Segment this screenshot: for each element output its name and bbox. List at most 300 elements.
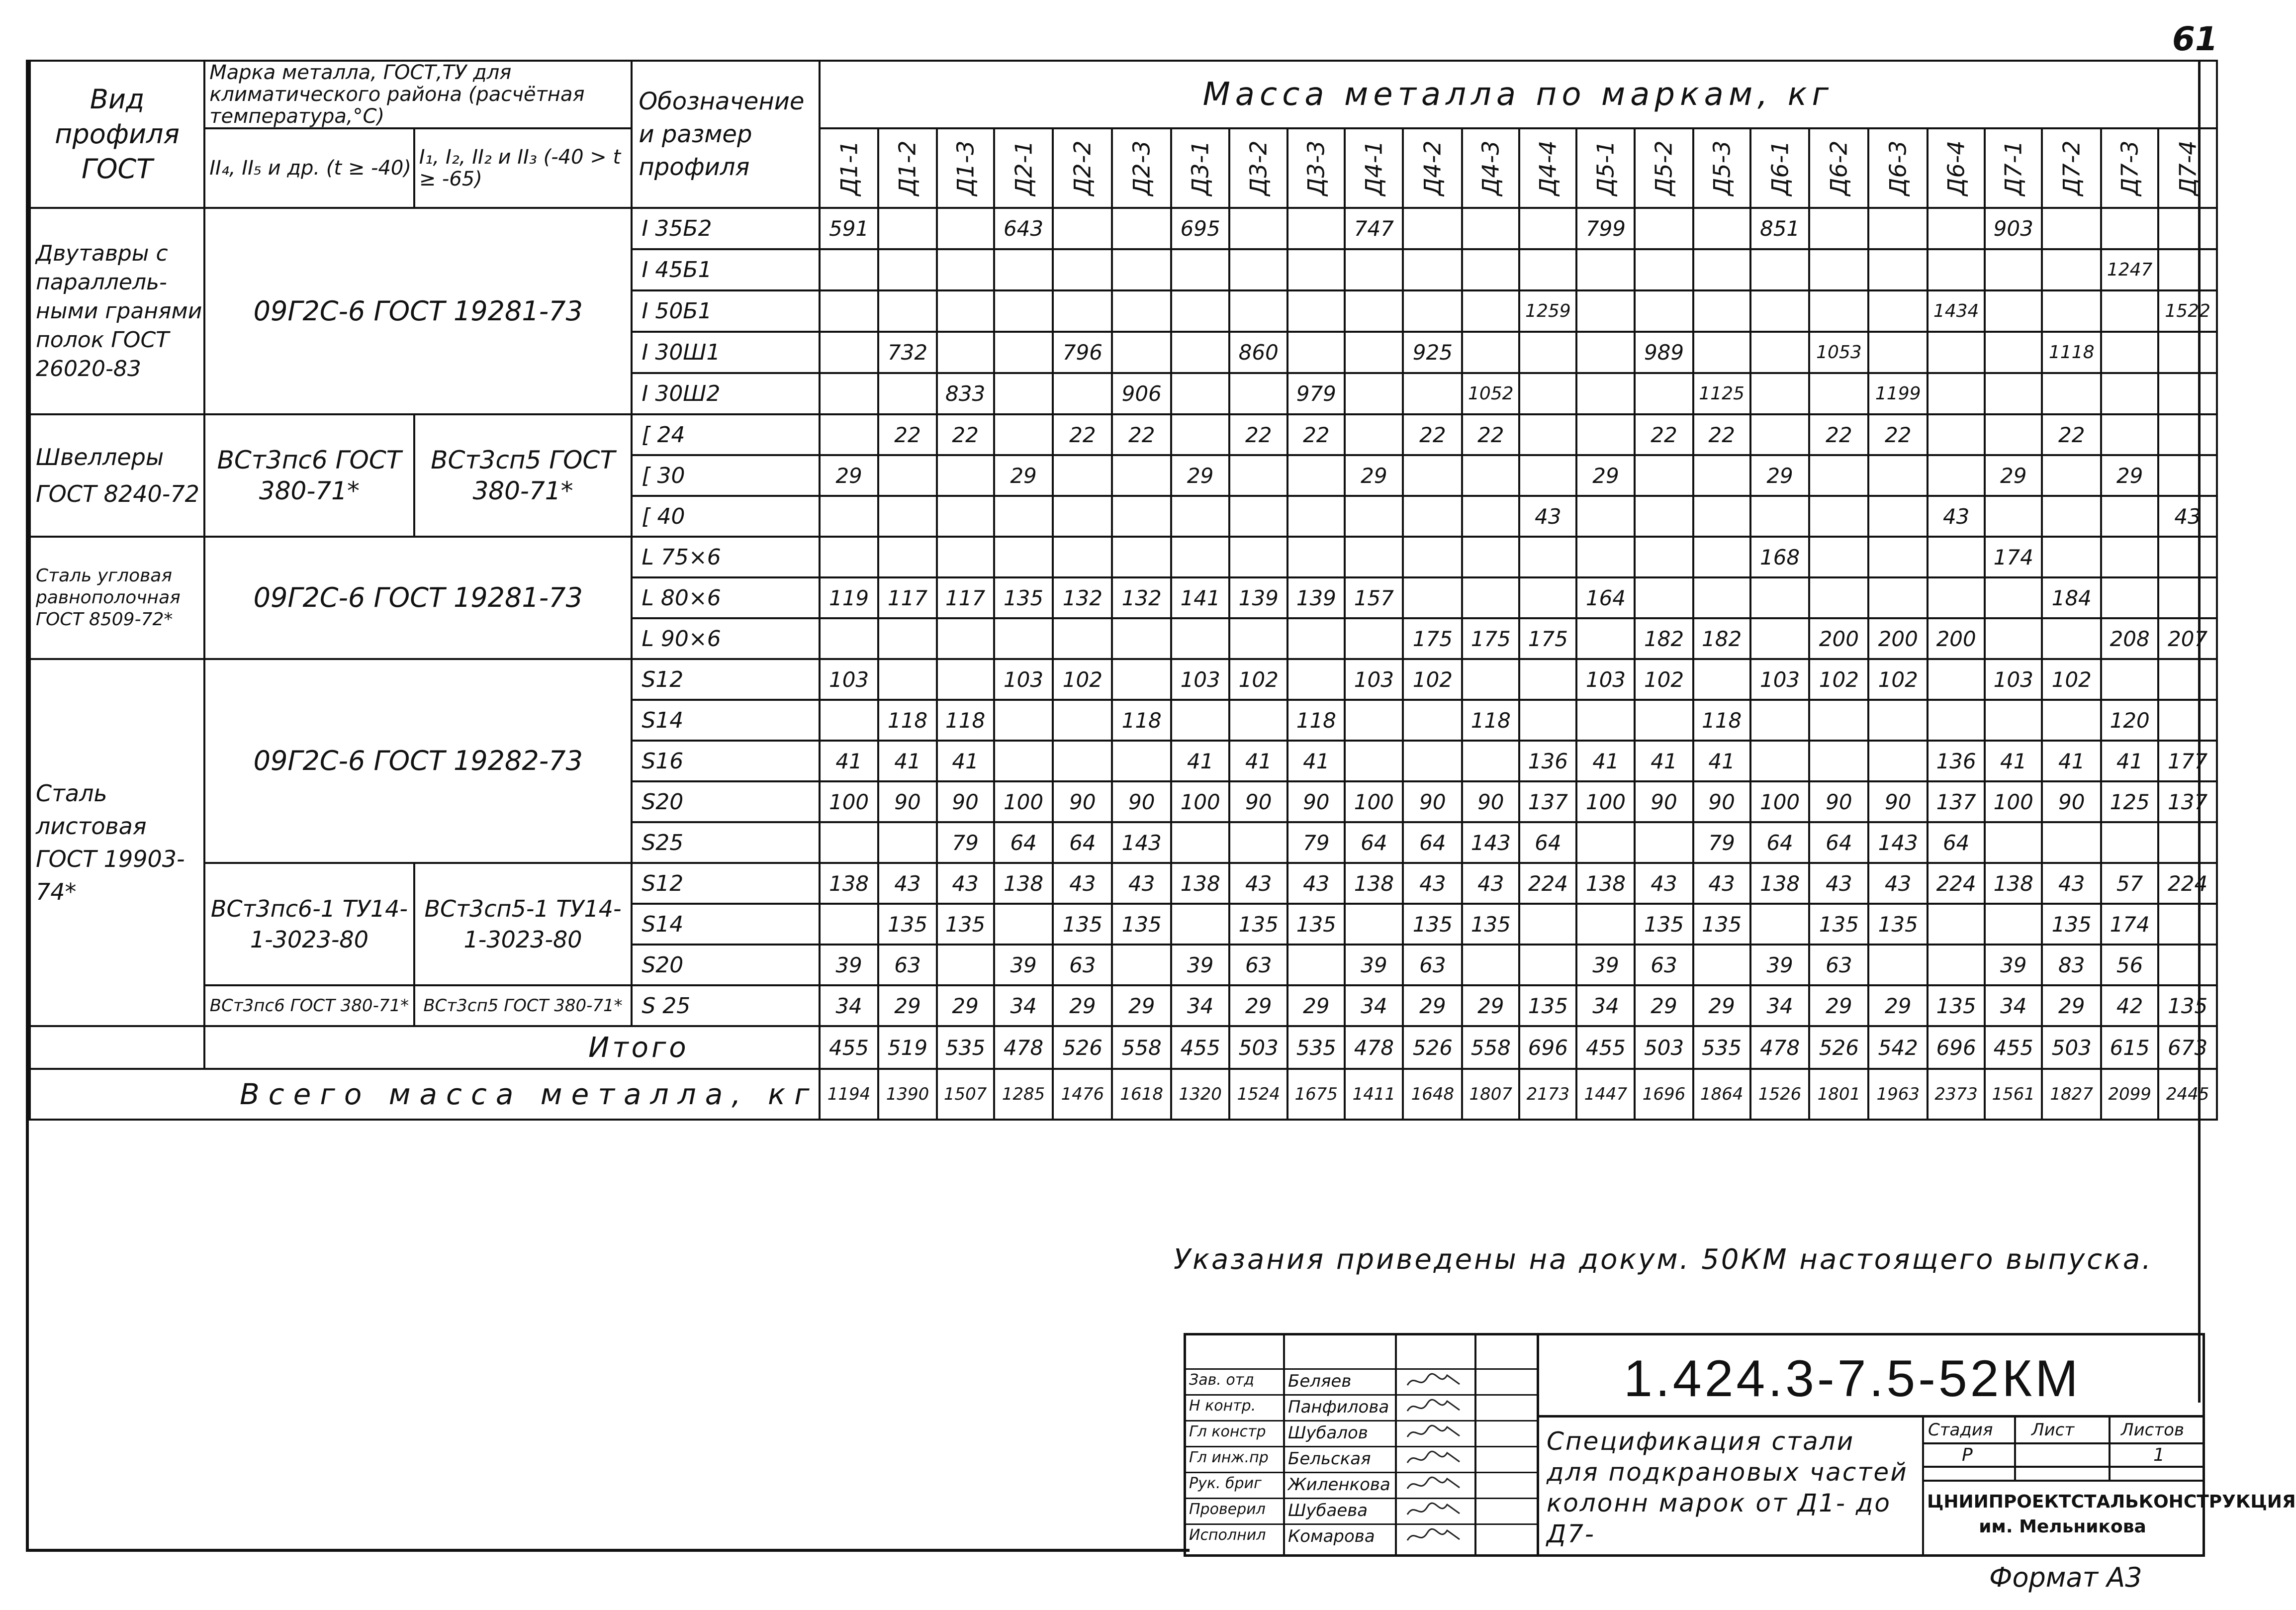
mass-cell <box>878 290 936 332</box>
mass-cell <box>1519 577 1576 618</box>
mass-cell: 1052 <box>1462 373 1519 414</box>
mass-cell <box>1519 904 1576 945</box>
mass-cell <box>1928 659 1985 700</box>
itogo-cell: 478 <box>994 1026 1053 1069</box>
mass-cell: 136 <box>1928 741 1985 781</box>
mass-cell: 29 <box>2101 455 2158 496</box>
mass-cell: 64 <box>1053 822 1112 863</box>
header-mark: Д3-1 <box>1171 128 1229 208</box>
mass-cell: 118 <box>1693 700 1750 741</box>
mass-cell <box>1345 414 1403 455</box>
mass-cell: 90 <box>1635 781 1693 822</box>
vsego-cell: 1801 <box>1809 1069 1868 1120</box>
mass-cell: 135 <box>1809 904 1868 945</box>
vsego-cell: 1618 <box>1112 1069 1171 1120</box>
mass-cell <box>820 618 879 659</box>
mass-cell <box>1693 249 1750 290</box>
mass-cell: 29 <box>1809 985 1868 1026</box>
vsego-cell: 1390 <box>878 1069 936 1120</box>
mass-cell <box>1809 208 1868 249</box>
mass-cell: 90 <box>1229 781 1287 822</box>
mass-cell: 138 <box>994 863 1053 904</box>
mass-cell: 119 <box>820 577 879 618</box>
mass-cell <box>1750 332 1810 373</box>
mass-cell: 29 <box>1287 985 1345 1026</box>
group-plates-grade: 09Г2С-6 ГОСТ 19282-73 <box>204 659 632 863</box>
mass-cell: 43 <box>1928 496 1985 537</box>
mass-cell <box>1287 455 1345 496</box>
mass-cell <box>1576 290 1635 332</box>
mass-cell <box>1693 455 1750 496</box>
signature-icon <box>1405 1525 1465 1551</box>
specification-table <box>29 60 2218 1121</box>
itogo-cell: 535 <box>1693 1026 1750 1069</box>
mass-cell: 102 <box>2042 659 2101 700</box>
mass-cell: 41 <box>2042 741 2101 781</box>
mass-cell <box>2101 822 2158 863</box>
mass-cell: 90 <box>878 781 936 822</box>
mass-cell <box>1403 455 1462 496</box>
vsego-cell: 1696 <box>1635 1069 1693 1120</box>
mass-cell <box>1750 904 1810 945</box>
mass-cell: 57 <box>2101 863 2158 904</box>
header-mark: Д5-2 <box>1635 128 1693 208</box>
signature-icon <box>1405 1396 1465 1422</box>
itogo-cell: 526 <box>1403 1026 1462 1069</box>
mass-cell: 138 <box>820 863 879 904</box>
mass-cell <box>1403 496 1462 537</box>
mass-cell <box>1171 904 1229 945</box>
mass-cell <box>1345 618 1403 659</box>
mass-cell: 29 <box>1693 985 1750 1026</box>
mass-cell <box>1693 332 1750 373</box>
staff-role: Исполнил <box>1189 1526 1266 1544</box>
mass-cell: 903 <box>1985 208 2042 249</box>
mass-cell: 1053 <box>1809 332 1868 373</box>
mass-cell <box>1693 659 1750 700</box>
mass-cell: 1522 <box>2158 290 2217 332</box>
mass-cell <box>1229 537 1287 577</box>
vsego-cell: 2373 <box>1928 1069 1985 1120</box>
table-row <box>30 414 2217 455</box>
mass-cell: 90 <box>1868 781 1928 822</box>
mass-cell: 43 <box>1462 863 1519 904</box>
mass-cell <box>2101 290 2158 332</box>
mass-cell: 135 <box>1635 904 1693 945</box>
mass-cell <box>1112 618 1171 659</box>
mass-cell <box>1053 208 1112 249</box>
mass-cell <box>2042 208 2101 249</box>
mass-cell: 43 <box>1403 863 1462 904</box>
mass-cell <box>2042 455 2101 496</box>
mass-cell: 79 <box>1693 822 1750 863</box>
mass-cell: 90 <box>1053 781 1112 822</box>
profile-designation: S12 <box>632 863 819 904</box>
mass-cell <box>1985 496 2042 537</box>
mass-cell <box>2158 945 2217 985</box>
mass-cell: 39 <box>1345 945 1403 985</box>
mass-cell: 90 <box>1403 781 1462 822</box>
mass-cell <box>1519 249 1576 290</box>
vsego-cell: 1411 <box>1345 1069 1403 1120</box>
mass-cell <box>2042 496 2101 537</box>
mass-cell: 34 <box>1576 985 1635 1026</box>
mass-cell: 22 <box>878 414 936 455</box>
mass-cell <box>878 659 936 700</box>
mass-cell: 138 <box>1171 863 1229 904</box>
mass-cell <box>820 414 879 455</box>
mass-cell: 90 <box>1462 781 1519 822</box>
mass-cell <box>1576 822 1635 863</box>
mass-cell: 39 <box>1576 945 1635 985</box>
mass-cell <box>1519 208 1576 249</box>
mass-cell <box>1750 373 1810 414</box>
mass-cell <box>1403 208 1462 249</box>
group-ibeams-type: Двутавры с параллель-ными гранями полок ГОСТ 26020-83 <box>30 208 204 414</box>
itogo-cell: 696 <box>1519 1026 1576 1069</box>
mass-cell <box>994 618 1053 659</box>
mass-cell: 103 <box>1345 659 1403 700</box>
mass-cell <box>1928 577 1985 618</box>
itogo-cell: 455 <box>1171 1026 1229 1069</box>
mass-cell: 135 <box>878 904 936 945</box>
mass-cell: 200 <box>1809 618 1868 659</box>
mass-cell: 34 <box>1985 985 2042 1026</box>
mass-cell: 22 <box>1229 414 1287 455</box>
mass-cell: 117 <box>937 577 994 618</box>
mass-cell <box>1112 741 1171 781</box>
itogo-cell: 526 <box>1809 1026 1868 1069</box>
mass-cell: 39 <box>1171 945 1229 985</box>
group-plates-type: Сталь листовая ГОСТ 19903-74* <box>30 659 204 1026</box>
mass-cell <box>2158 455 2217 496</box>
mass-cell <box>1171 414 1229 455</box>
page-number: 61 <box>2172 20 2218 58</box>
mass-cell: 43 <box>2158 496 2217 537</box>
itogo-cell: 542 <box>1868 1026 1928 1069</box>
mass-cell <box>878 208 936 249</box>
mass-cell <box>1112 659 1171 700</box>
mass-cell: 100 <box>1750 781 1810 822</box>
mass-cell <box>1928 208 1985 249</box>
mass-cell: 135 <box>1868 904 1928 945</box>
mass-cell <box>937 208 994 249</box>
mass-cell <box>937 618 994 659</box>
mass-cell: 143 <box>1868 822 1928 863</box>
mass-cell: 120 <box>2101 700 2158 741</box>
mass-cell <box>1985 700 2042 741</box>
itogo-cell: 478 <box>1750 1026 1810 1069</box>
mass-cell <box>937 249 994 290</box>
mass-cell <box>1809 741 1868 781</box>
mass-cell: 34 <box>994 985 1053 1026</box>
mass-cell <box>1053 373 1112 414</box>
mass-cell: 135 <box>937 904 994 945</box>
mass-cell: 224 <box>1519 863 1576 904</box>
mass-cell: 138 <box>1576 863 1635 904</box>
mass-cell: 182 <box>1635 618 1693 659</box>
group-plates-grade-2a: ВСт3пс6-1 ТУ14-1-3023-80 <box>204 863 414 985</box>
mass-cell <box>1750 700 1810 741</box>
mass-cell <box>1928 332 1985 373</box>
mass-cell <box>1171 496 1229 537</box>
mass-cell <box>1635 577 1693 618</box>
mass-cell: 34 <box>820 985 879 1026</box>
mass-cell: 1118 <box>2042 332 2101 373</box>
mass-cell <box>937 659 994 700</box>
vsego-cell: 2099 <box>2101 1069 2158 1120</box>
mass-cell: 100 <box>820 781 879 822</box>
mass-cell: 906 <box>1112 373 1171 414</box>
mass-cell <box>1985 577 2042 618</box>
mass-cell <box>1403 249 1462 290</box>
mass-cell <box>1112 455 1171 496</box>
mass-cell <box>1462 290 1519 332</box>
mass-cell: 103 <box>820 659 879 700</box>
mass-cell <box>2158 700 2217 741</box>
mass-cell: 64 <box>1928 822 1985 863</box>
staff-name: Комарова <box>1288 1526 1375 1546</box>
mass-cell <box>1868 700 1928 741</box>
mass-cell <box>1868 249 1928 290</box>
mass-cell <box>1345 373 1403 414</box>
mass-cell <box>1693 945 1750 985</box>
mass-cell: 103 <box>994 659 1053 700</box>
itogo-cell: 526 <box>1053 1026 1112 1069</box>
mass-cell <box>1635 249 1693 290</box>
mass-cell: 90 <box>1112 781 1171 822</box>
mass-cell <box>2158 822 2217 863</box>
mass-cell: 643 <box>994 208 1053 249</box>
vsego-cell: 1194 <box>820 1069 879 1120</box>
mass-cell <box>878 618 936 659</box>
sheets-label: Листов <box>2121 1420 2185 1440</box>
mass-cell: 138 <box>1985 863 2042 904</box>
itogo-label: Итого <box>204 1026 819 1069</box>
vsego-cell: 1807 <box>1462 1069 1519 1120</box>
mass-cell: 102 <box>1053 659 1112 700</box>
mass-cell: 41 <box>1287 741 1345 781</box>
mass-cell: 135 <box>1403 904 1462 945</box>
mass-cell <box>820 249 879 290</box>
mass-cell <box>1053 496 1112 537</box>
mass-cell: 102 <box>1868 659 1928 700</box>
mass-cell <box>1576 904 1635 945</box>
mass-cell <box>1868 945 1928 985</box>
mass-cell: 22 <box>1809 414 1868 455</box>
mass-cell <box>1287 208 1345 249</box>
mass-cell: 175 <box>1519 618 1576 659</box>
mass-cell <box>1868 455 1928 496</box>
mass-cell: 34 <box>1345 985 1403 1026</box>
mass-cell <box>1229 455 1287 496</box>
mass-cell <box>1985 904 2042 945</box>
mass-cell <box>937 332 994 373</box>
mass-cell <box>1345 332 1403 373</box>
vsego-row <box>30 1069 2217 1120</box>
header-mark: Д2-1 <box>994 128 1053 208</box>
mass-cell: 64 <box>1809 822 1868 863</box>
mass-cell: 100 <box>1171 781 1229 822</box>
mass-cell <box>1053 741 1112 781</box>
mass-cell <box>1229 822 1287 863</box>
mass-cell: 43 <box>2042 863 2101 904</box>
itogo-cell: 696 <box>1928 1026 1985 1069</box>
vsego-cell: 1827 <box>2042 1069 2101 1120</box>
header-mark: Д7-2 <box>2042 128 2101 208</box>
mass-cell <box>1053 700 1112 741</box>
profile-designation: [ 40 <box>632 496 819 537</box>
itogo-cell: 455 <box>1576 1026 1635 1069</box>
group-channels-type: Швеллеры ГОСТ 8240-72 <box>30 414 204 537</box>
mass-cell <box>1462 741 1519 781</box>
itogo-cell: 558 <box>1112 1026 1171 1069</box>
header-mark: Д3-2 <box>1229 128 1287 208</box>
itogo-cell: 535 <box>937 1026 994 1069</box>
itogo-cell: 519 <box>878 1026 936 1069</box>
header-mark: Д6-4 <box>1928 128 1985 208</box>
staff-role: Проверил <box>1189 1501 1266 1518</box>
mass-cell: 39 <box>1985 945 2042 985</box>
mass-cell <box>1229 249 1287 290</box>
mass-cell <box>820 290 879 332</box>
mass-cell <box>1519 332 1576 373</box>
profile-designation: I 45Б1 <box>632 249 819 290</box>
mass-cell <box>878 455 936 496</box>
profile-designation: S25 <box>632 822 819 863</box>
header-mark: Д4-1 <box>1345 128 1403 208</box>
mass-cell <box>1462 659 1519 700</box>
mass-cell: 138 <box>1750 863 1810 904</box>
mass-cell: 43 <box>1868 863 1928 904</box>
mass-cell: 135 <box>1053 904 1112 945</box>
mass-cell: 796 <box>1053 332 1112 373</box>
itogo-cell: 503 <box>2042 1026 2101 1069</box>
header-mass-title: Масса металла по маркам, кг <box>820 61 2217 128</box>
mass-cell <box>1985 373 2042 414</box>
signature-icon <box>1405 1370 1465 1396</box>
organization: ЦНИИПРОЕКТСТАЛЬКОНСТРУКЦИЯ им. Мельникова <box>1927 1492 2296 1537</box>
mass-cell: 139 <box>1287 577 1345 618</box>
mass-cell: 103 <box>1171 659 1229 700</box>
mass-cell: 41 <box>937 741 994 781</box>
mass-cell: 43 <box>1287 863 1345 904</box>
header-mark: Д3-3 <box>1287 128 1345 208</box>
mass-cell <box>1868 496 1928 537</box>
mass-cell <box>1868 577 1928 618</box>
mass-cell <box>2101 496 2158 537</box>
mass-cell: 43 <box>1693 863 1750 904</box>
mass-cell <box>820 700 879 741</box>
staff-role: Рук. бриг <box>1189 1475 1262 1492</box>
mass-cell <box>1809 577 1868 618</box>
mass-cell <box>1403 741 1462 781</box>
mass-cell: 138 <box>1345 863 1403 904</box>
mass-cell: 174 <box>1985 537 2042 577</box>
stage-label: Стадия <box>1928 1420 1993 1440</box>
mass-cell <box>2042 249 2101 290</box>
mass-cell: 1247 <box>2101 249 2158 290</box>
mass-cell <box>1809 496 1868 537</box>
mass-cell: 135 <box>1229 904 1287 945</box>
mass-cell <box>1112 332 1171 373</box>
mass-cell: 22 <box>1868 414 1928 455</box>
mass-cell <box>1462 945 1519 985</box>
group-plates-grade-2b: ВСт3сп5-1 ТУ14-1-3023-80 <box>414 863 632 985</box>
mass-cell: 833 <box>937 373 994 414</box>
document-title: Спецификация стали для подкрановых частей колонн марок от Д1- до Д7- <box>1547 1427 1908 1548</box>
mass-cell <box>1928 904 1985 945</box>
header-mark: Д1-3 <box>937 128 994 208</box>
mass-cell: 29 <box>1985 455 2042 496</box>
group-ibeams-grade: 09Г2С-6 ГОСТ 19281-73 <box>204 208 632 414</box>
mass-cell <box>1053 618 1112 659</box>
mass-cell <box>937 945 994 985</box>
itogo-cell: 478 <box>1345 1026 1403 1069</box>
mass-cell <box>1693 496 1750 537</box>
mass-cell <box>1229 290 1287 332</box>
mass-cell: 29 <box>1171 455 1229 496</box>
mass-cell <box>1287 618 1345 659</box>
itogo-cell: 455 <box>1985 1026 2042 1069</box>
mass-cell <box>1462 208 1519 249</box>
mass-cell <box>1345 537 1403 577</box>
mass-cell: 137 <box>1928 781 1985 822</box>
mass-cell: 90 <box>1287 781 1345 822</box>
mass-cell: 979 <box>1287 373 1345 414</box>
header-mark: Д4-4 <box>1519 128 1576 208</box>
mass-cell: 925 <box>1403 332 1462 373</box>
profile-designation: S16 <box>632 741 819 781</box>
mass-cell <box>1928 537 1985 577</box>
mass-cell <box>1287 659 1345 700</box>
mass-cell <box>1519 700 1576 741</box>
mass-cell: 43 <box>1229 863 1287 904</box>
mass-cell <box>1750 290 1810 332</box>
mass-cell <box>1171 618 1229 659</box>
mass-cell: 63 <box>1229 945 1287 985</box>
mass-cell: 41 <box>1693 741 1750 781</box>
mass-cell: 132 <box>1053 577 1112 618</box>
mass-cell <box>1171 332 1229 373</box>
mass-cell <box>1462 455 1519 496</box>
mass-cell: 29 <box>1229 985 1287 1026</box>
table-row <box>30 985 2217 1026</box>
mass-cell <box>820 537 879 577</box>
mass-cell: 41 <box>2101 741 2158 781</box>
mass-cell <box>1112 496 1171 537</box>
mass-cell: 103 <box>1576 659 1635 700</box>
mass-cell <box>1403 537 1462 577</box>
mass-cell <box>1576 249 1635 290</box>
mass-cell <box>994 904 1053 945</box>
header-mark: Д6-3 <box>1868 128 1928 208</box>
mass-cell <box>878 249 936 290</box>
mass-cell: 182 <box>1693 618 1750 659</box>
mass-cell <box>1519 455 1576 496</box>
mass-cell <box>1809 249 1868 290</box>
mass-cell: 100 <box>1576 781 1635 822</box>
mass-cell <box>1462 537 1519 577</box>
header-mark: Д5-1 <box>1576 128 1635 208</box>
header-mark: Д1-1 <box>820 128 879 208</box>
header-mark: Д4-2 <box>1403 128 1462 208</box>
mass-cell <box>1462 332 1519 373</box>
sheets-value: 1 <box>2153 1445 2165 1465</box>
mass-cell <box>878 373 936 414</box>
mass-cell <box>937 290 994 332</box>
mass-cell: 41 <box>1229 741 1287 781</box>
